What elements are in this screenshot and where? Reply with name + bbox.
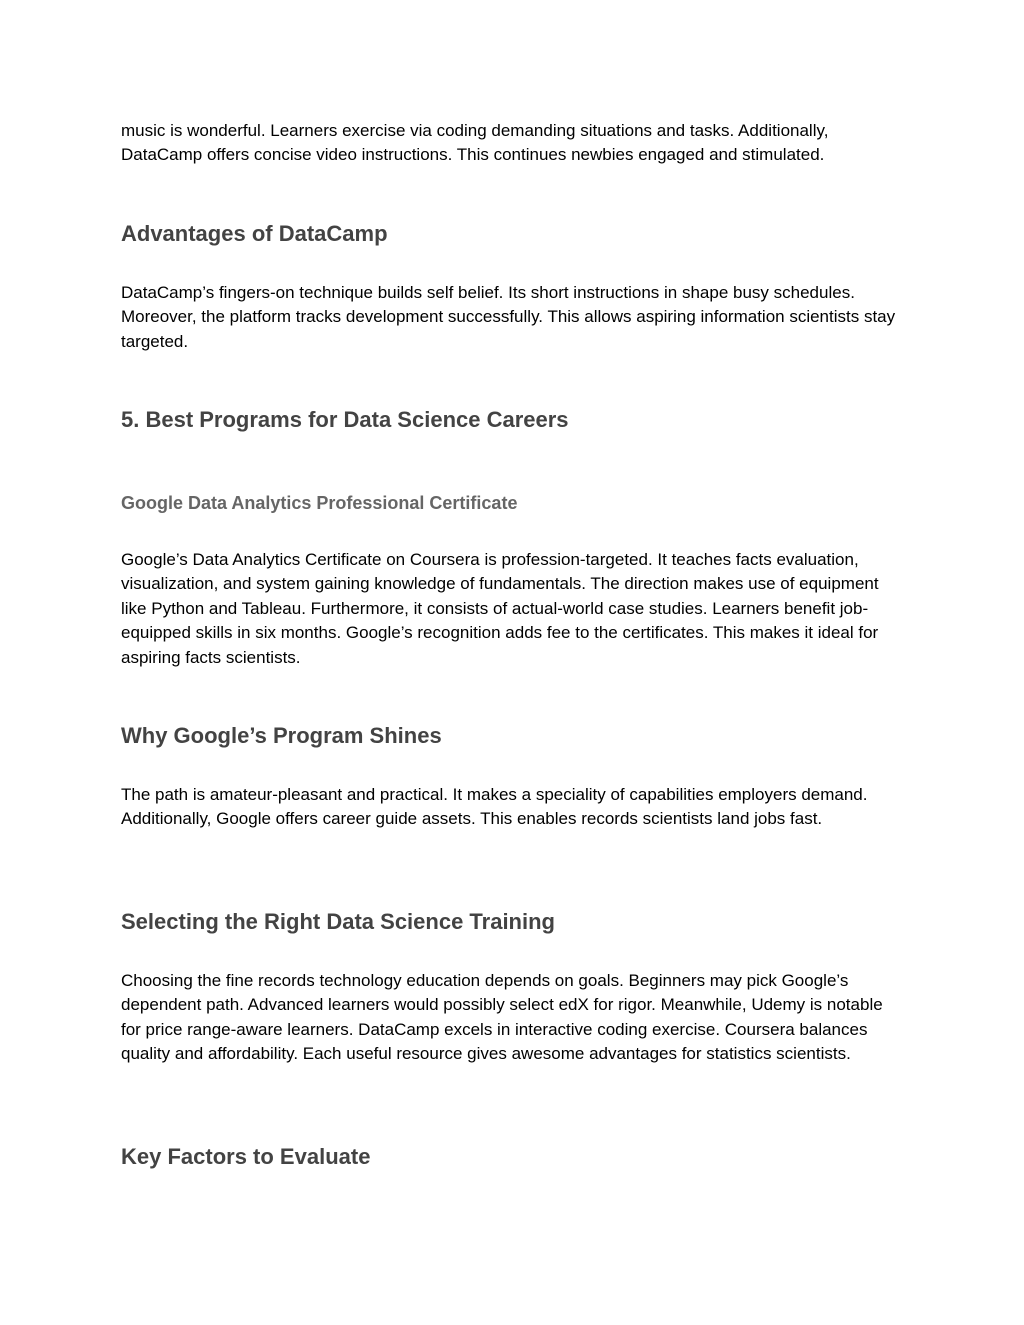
subheading-google-data-analytics: Google Data Analytics Professional Certificate <box>121 493 518 513</box>
paragraph-google-certificate: Google’s Data Analytics Certificate on Coursera is profession-targeted. It teaches facts evaluation, visualization, and system gaining knowledge of fundamentals. The direction makes use of equipment like Python and Tableau. Furthermore, it consists of actual-world case studies. Learners benefit job-equipped skills in six months. Google’s recognition adds fee to the certificates. This makes it ideal for aspiring facts scientists. <box>121 550 879 667</box>
heading-advantages-of-datacamp: Advantages of DataCamp <box>121 221 388 246</box>
heading-best-programs: 5. Best Programs for Data Science Careers <box>121 407 569 432</box>
heading-key-factors: Key Factors to Evaluate <box>121 1144 371 1169</box>
paragraph-selecting-right-training: Choosing the fine records technology education depends on goals. Beginners may pick Google’s dependent path. Advanced learners would possibly select edX for rigor. Meanwhile, Udemy is notable for price range-aware learners. DataCamp excels in interactive coding exercise. Coursera balances quality and affordability. Each useful resource gives awesome advantages for statistics scientists. <box>121 971 883 1064</box>
paragraph-advantages-of-datacamp: DataCamp’s fingers-on technique builds self belief. Its short instructions in shape busy schedules. Moreover, the platform tracks development successfully. This allows aspiring information scientists stay targeted. <box>121 283 896 351</box>
intro-paragraph: music is wonderful. Learners exercise via coding demanding situations and tasks. Additionally, DataCamp offers concise video instructions. This continues newbies engaged and stimulated. <box>121 121 829 165</box>
heading-why-google-program-shines: Why Google’s Program Shines <box>121 723 442 748</box>
heading-selecting-right-training: Selecting the Right Data Science Training <box>121 909 555 934</box>
paragraph-why-google-program-shines: The path is amateur-pleasant and practical. It makes a speciality of capabilities employers demand. Additionally, Google offers career guide assets. This enables records scientists land jobs fast. <box>121 785 868 829</box>
